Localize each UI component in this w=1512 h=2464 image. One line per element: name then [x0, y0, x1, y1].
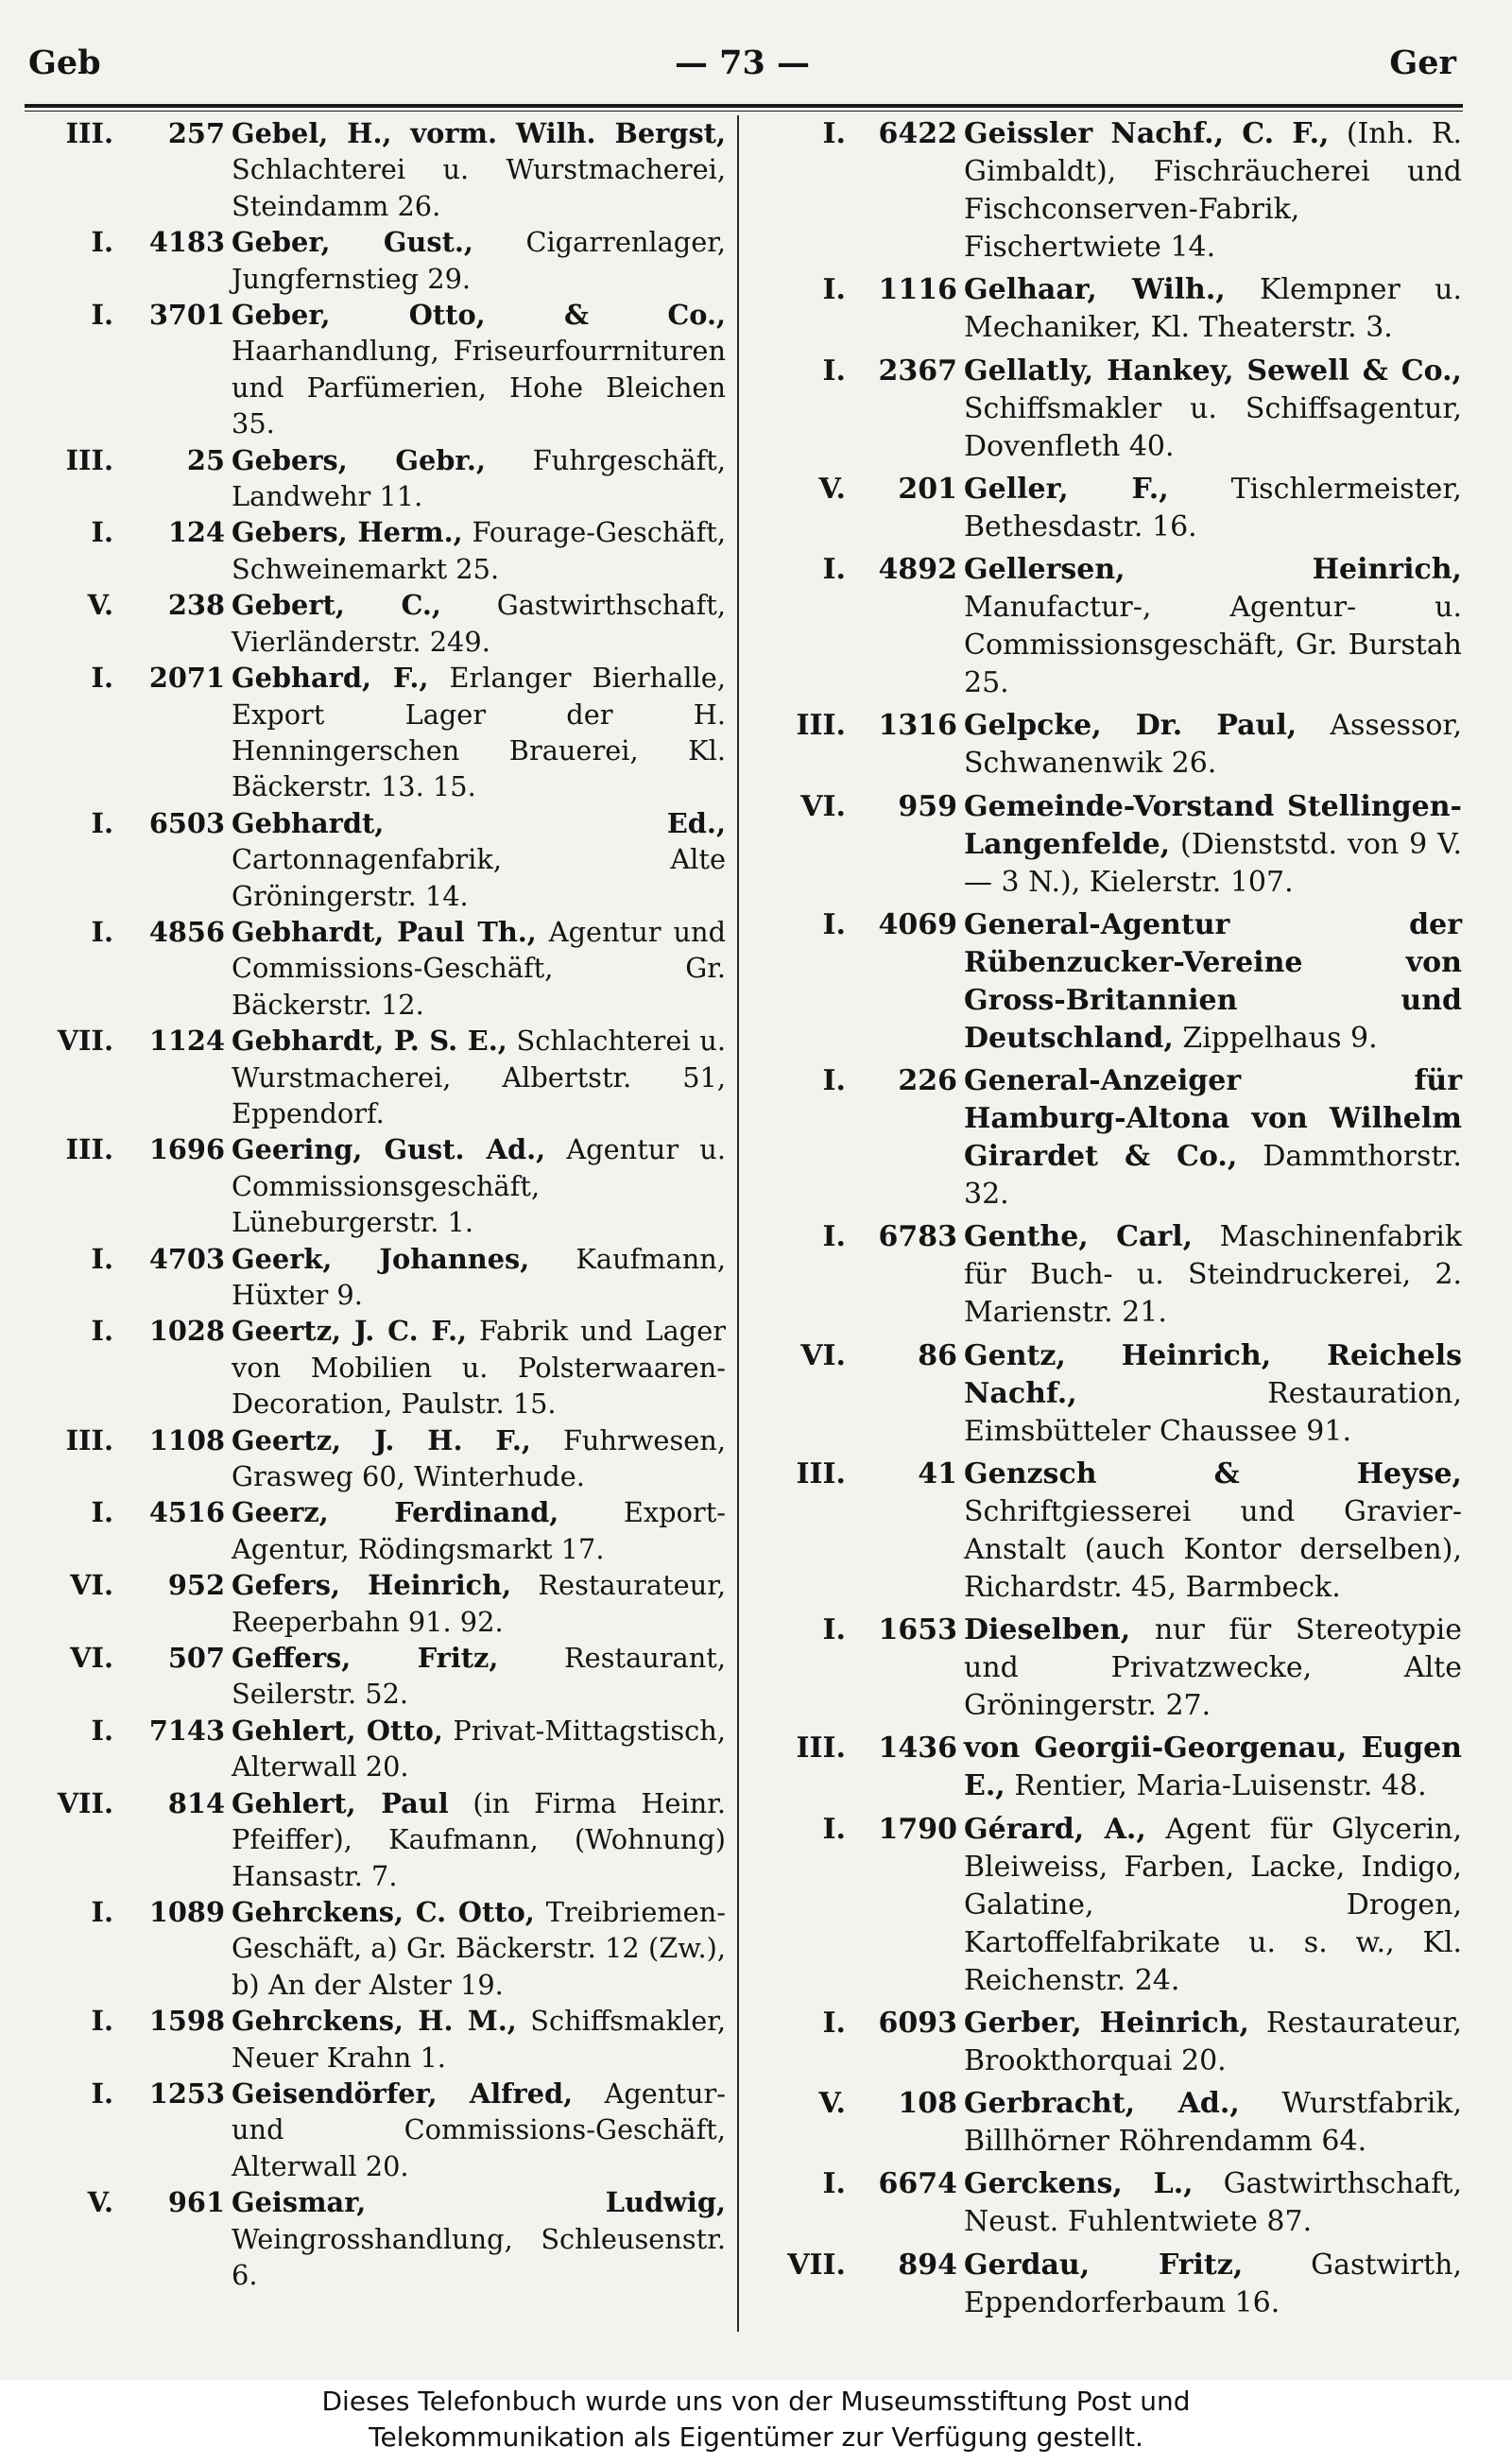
exchange-district: I.: [91, 516, 113, 549]
phone-number: 7143: [148, 1714, 225, 1747]
exchange-district: III.: [796, 1732, 846, 1766]
subscriber-details: Restauration, Eimsbütteler Chaussee 91.: [964, 1376, 1462, 1448]
exchange-district: V.: [87, 2186, 113, 2219]
page-header: [25, 36, 1460, 95]
subscriber-name: Geerk, Johannes,: [232, 1242, 530, 1275]
subscriber-name: Gerber, Heinrich,: [964, 2006, 1249, 2040]
exchange-district: VI.: [70, 1642, 113, 1675]
entry-text: [964, 271, 1462, 347]
directory-entry: [751, 1456, 1462, 1607]
subscriber-name: Gerdau, Fritz,: [964, 2248, 1244, 2282]
subscriber-details: Treibriemen-Geschäft, a) Gr. Bäckerstr. 12 (Zw.), b) An der Alster 19.: [232, 1895, 726, 2001]
directory-entry: [19, 2076, 726, 2184]
subscriber-details: Fuhrgeschäft, Landwehr 11.: [232, 443, 727, 513]
footer-line-1: Dieses Telefonbuch wurde uns von der Museumsstiftung Post und: [321, 2386, 1191, 2417]
directory-entry: [751, 2247, 1462, 2322]
directory-entry: [19, 224, 726, 297]
subscriber-details: Cartonnagenfabrik, Alte Gröningerstr. 14.: [232, 843, 726, 912]
exchange-district: I.: [91, 1496, 113, 1529]
directory-entry: [19, 115, 726, 224]
subscriber-name: Gelpcke, Dr. Paul,: [964, 709, 1297, 743]
subscriber-name: Gellatly, Hankey, Sewell & Co.,: [964, 353, 1462, 388]
exchange-district: I.: [822, 1613, 846, 1646]
directory-entry: [19, 442, 726, 515]
entry-text: [232, 224, 726, 297]
subscriber-details: Zippelhaus 9.: [1182, 1021, 1378, 1055]
directory-entry: [19, 2003, 726, 2076]
right-column: [751, 115, 1462, 2327]
phone-number: 4703: [148, 1242, 225, 1275]
exchange-district: I.: [822, 2167, 846, 2201]
entry-text: [232, 297, 726, 442]
entry-text: [964, 707, 1462, 783]
subscriber-name: Gebel, H., vorm. Wilh. Bergst,: [232, 117, 726, 149]
exchange-district: I.: [822, 2006, 846, 2040]
left-column: [19, 115, 726, 2293]
subscriber-details: Export-Agentur, Rödingsmarkt 17.: [232, 1496, 726, 1565]
subscriber-name: Geering, Gust. Ad.,: [232, 1133, 546, 1166]
directory-entry: [751, 1611, 1462, 1725]
phone-number: 894: [898, 2248, 957, 2282]
phone-number: 507: [167, 1642, 225, 1675]
footer-note: [0, 2380, 1512, 2464]
subscriber-details: Schlachterei u. Wurstmacherei, Steindamm 26.: [232, 153, 726, 222]
subscriber-name: Gemeinde-Vorstand Stellingen-Langenfelde,: [964, 789, 1462, 861]
directory-entry: [751, 471, 1462, 546]
directory-entry: [751, 1730, 1462, 1805]
directory-entry: [751, 115, 1462, 267]
subscriber-details: Cigarrenlager, Jungfernstieg 29.: [232, 226, 727, 295]
header-left-keyword: Geb: [28, 43, 101, 82]
subscriber-details: Agentur- und Commissions-Geschäft, Alterwall 20.: [232, 2076, 726, 2182]
header-rule: [25, 104, 1463, 112]
phone-number: 86: [918, 1338, 957, 1372]
column-divider: [737, 115, 739, 2332]
phone-number: 1253: [148, 2076, 225, 2110]
subscriber-name: Gebhardt, Ed.,: [232, 806, 726, 839]
phone-number: 4856: [148, 915, 225, 948]
phone-number: 959: [898, 789, 957, 823]
phone-number: 124: [167, 516, 225, 549]
exchange-district: V.: [818, 2087, 846, 2120]
entry-text: [232, 2184, 726, 2293]
phone-number: 4892: [878, 553, 957, 586]
phone-number: 25: [186, 443, 225, 476]
entry-text: [964, 2005, 1462, 2080]
phone-number: 1089: [148, 1895, 225, 1928]
exchange-district: I.: [822, 117, 846, 150]
exchange-district: I.: [822, 353, 846, 388]
directory-entry: [751, 788, 1462, 902]
subscriber-name: Geber, Otto, & Co.,: [232, 299, 726, 332]
exchange-district: I.: [91, 1315, 113, 1348]
exchange-district: I.: [91, 915, 113, 948]
directory-entry: [19, 2184, 726, 2293]
directory-entry: [19, 514, 726, 587]
subscriber-name: Gelhaar, Wilh.,: [964, 273, 1226, 307]
directory-entry: [19, 587, 726, 660]
subscriber-name: Dieselben,: [964, 1613, 1131, 1646]
subscriber-name: Gebhardt, P. S. E.,: [232, 1025, 507, 1058]
subscriber-details: Kaufmann, Hüxter 9.: [232, 1242, 726, 1311]
exchange-district: I.: [822, 1812, 846, 1846]
entry-text: [232, 1241, 726, 1314]
entry-text: [232, 1785, 726, 1894]
directory-entry: [19, 1422, 726, 1495]
exchange-district: III.: [65, 1133, 113, 1166]
phone-number: 1028: [148, 1315, 225, 1348]
subscriber-details: Gastwirth, Eppendorferbaum 16.: [964, 2248, 1462, 2319]
phone-number: 1790: [878, 1812, 957, 1846]
entry-text: [964, 2085, 1462, 2161]
directory-entry: [19, 1023, 726, 1131]
subscriber-name: Geismar, Ludwig,: [232, 2186, 726, 2219]
subscriber-name: Gebert, C.,: [232, 589, 441, 622]
exchange-district: VI.: [70, 1569, 113, 1602]
subscriber-name: Genzsch & Heyse,: [964, 1456, 1462, 1490]
footer-line-2: Telekommunikation als Eigentümer zur Verfügung gestellt.: [369, 2421, 1143, 2453]
page-number: — 73 —: [674, 43, 811, 82]
phone-number: 1598: [148, 2005, 225, 2038]
directory-entry: [19, 914, 726, 1023]
subscriber-name: Geffers, Fritz,: [232, 1642, 499, 1675]
directory-entry: [19, 1785, 726, 1894]
subscriber-details: (Dienststd. von 9 V. — 3 N.), Kielerstr. 107.: [964, 827, 1462, 899]
subscriber-details: Privat-Mittagstisch, Alterwall 20.: [232, 1714, 727, 1783]
entry-text: [964, 2247, 1462, 2322]
phone-number: 226: [898, 1064, 957, 1097]
directory-entry: [19, 1640, 726, 1713]
phone-number: 1124: [148, 1025, 225, 1058]
subscriber-details: Assessor, Schwanenwik 26.: [964, 709, 1462, 781]
phone-number: 961: [167, 2186, 225, 2219]
subscriber-name: Geissler Nachf., C. F.,: [964, 117, 1330, 150]
exchange-district: I.: [822, 273, 846, 307]
subscriber-name: General-Agentur der Rübenzucker-Vereine von Gross-Britannien und Deutschland,: [964, 907, 1462, 1055]
subscriber-details: Agent für Glycerin, Bleiweiss, Farben, Lacke, Indigo, Galatine, Drogen, Kartoffelfabrikate u. s. w., Kl. Reichenstr. 24.: [964, 1812, 1462, 1997]
phone-number: 1108: [148, 1423, 225, 1456]
subscriber-name: Geertz, J. C. F.,: [232, 1315, 468, 1348]
directory-entry: [751, 1337, 1462, 1451]
subscriber-details: Manufactur-, Agentur- u. Commissionsgeschäft, Gr. Burstah 25.: [964, 591, 1462, 699]
subscriber-name: Gehrckens, C. Otto,: [232, 1895, 535, 1928]
entry-text: [232, 2076, 726, 2184]
subscriber-details: Schlachterei u. Wurstmacherei, Albertstr. 51, Eppendorf.: [232, 1025, 726, 1129]
directory-entry: [751, 1062, 1462, 1214]
subscriber-name: Gellersen, Heinrich,: [964, 553, 1462, 586]
directory-entry: [19, 1567, 726, 1640]
subscriber-details: Dammthorstr. 32.: [964, 1140, 1462, 1211]
subscriber-name: Genthe, Carl,: [964, 1220, 1194, 1254]
subscriber-details: (Inh. R. Gimbaldt), Fischräucherei und Fischconserven-Fabrik, Fischertwiete 14.: [964, 117, 1462, 264]
entry-text: [232, 1422, 726, 1495]
subscriber-details: Klempner u. Mechaniker, Kl. Theaterstr. 3.: [964, 273, 1462, 345]
entry-text: [232, 1131, 726, 1240]
entry-text: [964, 1456, 1462, 1607]
entry-text: [232, 514, 726, 587]
subscriber-name: Gerbracht, Ad.,: [964, 2087, 1240, 2120]
entry-text: [964, 2165, 1462, 2241]
phone-number: 1653: [878, 1613, 957, 1646]
subscriber-details: Wurstfabrik, Billhörner Röhrendamm 64.: [964, 2087, 1462, 2158]
directory-entry: [751, 906, 1462, 1058]
subscriber-details: Fourage-Geschäft, Schweinemarkt 25.: [232, 516, 727, 585]
phone-number: 6093: [878, 2006, 957, 2040]
entry-text: [964, 551, 1462, 702]
exchange-district: I.: [91, 2005, 113, 2038]
directory-entry: [19, 1131, 726, 1240]
entry-text: [964, 1062, 1462, 1214]
entry-text: [232, 1023, 726, 1131]
exchange-district: VI.: [800, 1338, 846, 1372]
entry-text: [964, 1611, 1462, 1725]
entry-text: [964, 906, 1462, 1058]
exchange-district: I.: [91, 226, 113, 259]
directory-entry: [19, 1894, 726, 2003]
phone-number: 4183: [148, 226, 225, 259]
phone-number: 1436: [878, 1732, 957, 1766]
directory-entry: [751, 1218, 1462, 1332]
header-right-keyword: Ger: [1389, 43, 1456, 82]
exchange-district: I.: [91, 2076, 113, 2110]
phone-number: 1316: [878, 709, 957, 743]
directory-entry: [751, 2165, 1462, 2241]
directory-entry: [751, 707, 1462, 783]
exchange-district: I.: [822, 1220, 846, 1254]
directory-entry: [19, 1313, 726, 1422]
subscriber-name: Gérard, A.,: [964, 1812, 1146, 1846]
subscriber-details: Erlanger Bierhalle, Export Lager der H. Henningerschen Brauerei, Kl. Bäckerstr. 13. 15.: [232, 662, 727, 803]
subscriber-details: (in Firma Heinr. Pfeiffer), Kaufmann, (Wohnung) Hansastr. 7.: [232, 1786, 726, 1892]
subscriber-name: Geisendörfer, Alfred,: [232, 2076, 574, 2110]
subscriber-details: Restaurateur, Brookthorquai 20.: [964, 2006, 1462, 2077]
subscriber-details: Restaurateur, Reeperbahn 91. 92.: [232, 1569, 726, 1638]
subscriber-details: Rentier, Maria-Luisenstr. 48.: [1014, 1769, 1427, 1803]
directory-entry: [751, 2005, 1462, 2080]
entry-text: [964, 471, 1462, 546]
phone-number: 6674: [878, 2167, 957, 2201]
entry-text: [964, 115, 1462, 267]
subscriber-details: Weingrosshandlung, Schleusenstr. 6.: [232, 2222, 726, 2291]
exchange-district: I.: [822, 1064, 846, 1097]
exchange-district: VII.: [57, 1786, 113, 1819]
subscriber-details: Gastwirthschaft, Neust. Fuhlentwiete 87.: [964, 2167, 1462, 2239]
subscriber-details: Fuhrwesen, Grasweg 60, Winterhude.: [232, 1423, 726, 1493]
exchange-district: III.: [796, 1456, 846, 1490]
entry-text: [232, 115, 726, 224]
entry-text: [232, 1567, 726, 1640]
subscriber-details: Fabrik und Lager von Mobilien u. Polsterwaaren-Decoration, Paulstr. 15.: [232, 1315, 727, 1421]
entry-text: [232, 1494, 726, 1567]
exchange-district: I.: [822, 907, 846, 941]
subscriber-name: von Georgii-Georgenau, Eugen E.,: [964, 1732, 1462, 1803]
subscriber-name: Gerckens, L.,: [964, 2167, 1194, 2201]
exchange-district: VII.: [57, 1025, 113, 1058]
directory-entry: [751, 1811, 1462, 2000]
phone-number: 2367: [878, 353, 957, 388]
entry-text: [232, 1640, 726, 1713]
phone-number: 6422: [878, 117, 957, 150]
directory-entry: [19, 1494, 726, 1567]
entry-text: [232, 1313, 726, 1422]
phone-number: 6783: [878, 1220, 957, 1254]
subscriber-name: General-Anzeiger für Hamburg-Altona von Wilhelm Girardet & Co.,: [964, 1064, 1462, 1173]
phone-number: 4069: [878, 907, 957, 941]
exchange-district: I.: [91, 1895, 113, 1928]
directory-entry: [19, 805, 726, 914]
phone-number: 6503: [148, 806, 225, 839]
exchange-district: VI.: [800, 789, 846, 823]
entry-text: [964, 1730, 1462, 1805]
subscriber-name: Gebers, Herm.,: [232, 516, 463, 549]
entry-text: [964, 353, 1462, 466]
directory-entry: [19, 1241, 726, 1314]
exchange-district: I.: [822, 553, 846, 586]
exchange-district: III.: [65, 443, 113, 476]
subscriber-name: Gefers, Heinrich,: [232, 1569, 512, 1602]
exchange-district: V.: [87, 589, 113, 622]
phone-number: 108: [898, 2087, 957, 2120]
subscriber-name: Gebhard, F.,: [232, 662, 429, 695]
subscriber-details: Restaurant, Seilerstr. 52.: [232, 1642, 726, 1711]
subscriber-details: Maschinenfabrik für Buch- u. Steindruckerei, 2. Marienstr. 21.: [964, 1220, 1462, 1330]
phone-number: 814: [167, 1786, 225, 1819]
subscriber-name: Gebhardt, Paul Th.,: [232, 915, 537, 948]
exchange-district: I.: [91, 299, 113, 332]
directory-entry: [751, 2085, 1462, 2161]
entry-text: [232, 914, 726, 1023]
phone-number: 1116: [878, 273, 957, 307]
exchange-district: I.: [91, 662, 113, 695]
directory-entry: [751, 551, 1462, 702]
subscriber-name: Geerz, Ferdinand,: [232, 1496, 559, 1529]
exchange-district: I.: [91, 806, 113, 839]
directory-entry: [19, 1713, 726, 1785]
phone-number: 2071: [148, 662, 225, 695]
exchange-district: I.: [91, 1242, 113, 1275]
entry-text: [232, 442, 726, 515]
phone-number: 257: [167, 117, 225, 149]
subscriber-name: Gehlert, Paul: [232, 1786, 449, 1819]
subscriber-details: Agentur und Commissions-Geschäft, Gr. Bäckerstr. 12.: [232, 915, 727, 1021]
subscriber-details: Gastwirthschaft, Vierländerstr. 249.: [232, 589, 726, 658]
phone-number: 1696: [148, 1133, 225, 1166]
entry-text: [232, 660, 726, 805]
subscriber-details: Schiffsmakler, Neuer Krahn 1.: [232, 2005, 726, 2074]
entry-text: [232, 1713, 726, 1785]
exchange-district: I.: [91, 1714, 113, 1747]
subscriber-details: Haarhandlung, Friseurfourrnituren und Parfümerien, Hohe Bleichen 35.: [232, 335, 726, 440]
exchange-district: III.: [796, 709, 846, 743]
subscriber-name: Gehlert, Otto,: [232, 1714, 443, 1747]
phone-number: 238: [167, 589, 225, 622]
subscriber-name: Gebers, Gebr.,: [232, 443, 486, 476]
subscriber-details: Agentur u. Commissionsgeschäft, Lüneburgerstr. 1.: [232, 1133, 726, 1239]
entry-text: [232, 587, 726, 660]
subscriber-name: Geber, Gust.,: [232, 226, 473, 259]
phone-number: 4516: [148, 1496, 225, 1529]
directory-entry: [751, 271, 1462, 347]
entry-text: [232, 805, 726, 914]
directory-entry: [19, 660, 726, 805]
phone-number: 952: [167, 1569, 225, 1602]
entry-text: [964, 1811, 1462, 2000]
subscriber-details: Schiffsmakler u. Schiffsagentur, Dovenfleth 40.: [964, 391, 1462, 463]
exchange-district: III.: [65, 117, 113, 149]
entry-text: [964, 788, 1462, 902]
phone-number: 201: [898, 472, 957, 506]
subscriber-details: nur für Stereotypie und Privatzwecke, Alte Gröningerstr. 27.: [964, 1613, 1462, 1722]
exchange-district: III.: [65, 1423, 113, 1456]
exchange-district: V.: [818, 472, 846, 506]
entry-text: [964, 1218, 1462, 1332]
subscriber-name: Geller, F.,: [964, 472, 1169, 506]
exchange-district: VII.: [787, 2248, 846, 2282]
directory-entry: [19, 297, 726, 442]
entry-text: [964, 1337, 1462, 1451]
phone-number: 3701: [148, 299, 225, 332]
subscriber-name: Gehrckens, H. M.,: [232, 2005, 517, 2038]
entry-text: [232, 1894, 726, 2003]
phone-number: 41: [918, 1456, 957, 1490]
subscriber-name: Gentz, Heinrich, Reichels Nachf.,: [964, 1338, 1462, 1410]
entry-text: [232, 2003, 726, 2076]
directory-entry: [751, 353, 1462, 466]
subscriber-details: Tischlermeister, Bethesdastr. 16.: [964, 472, 1462, 543]
subscriber-name: Geertz, J. H. F.,: [232, 1423, 531, 1456]
subscriber-details: Schriftgiesserei und Gravier-Anstalt (auch Kontor derselben), Richardstr. 45, Barmbeck.: [964, 1494, 1462, 1604]
